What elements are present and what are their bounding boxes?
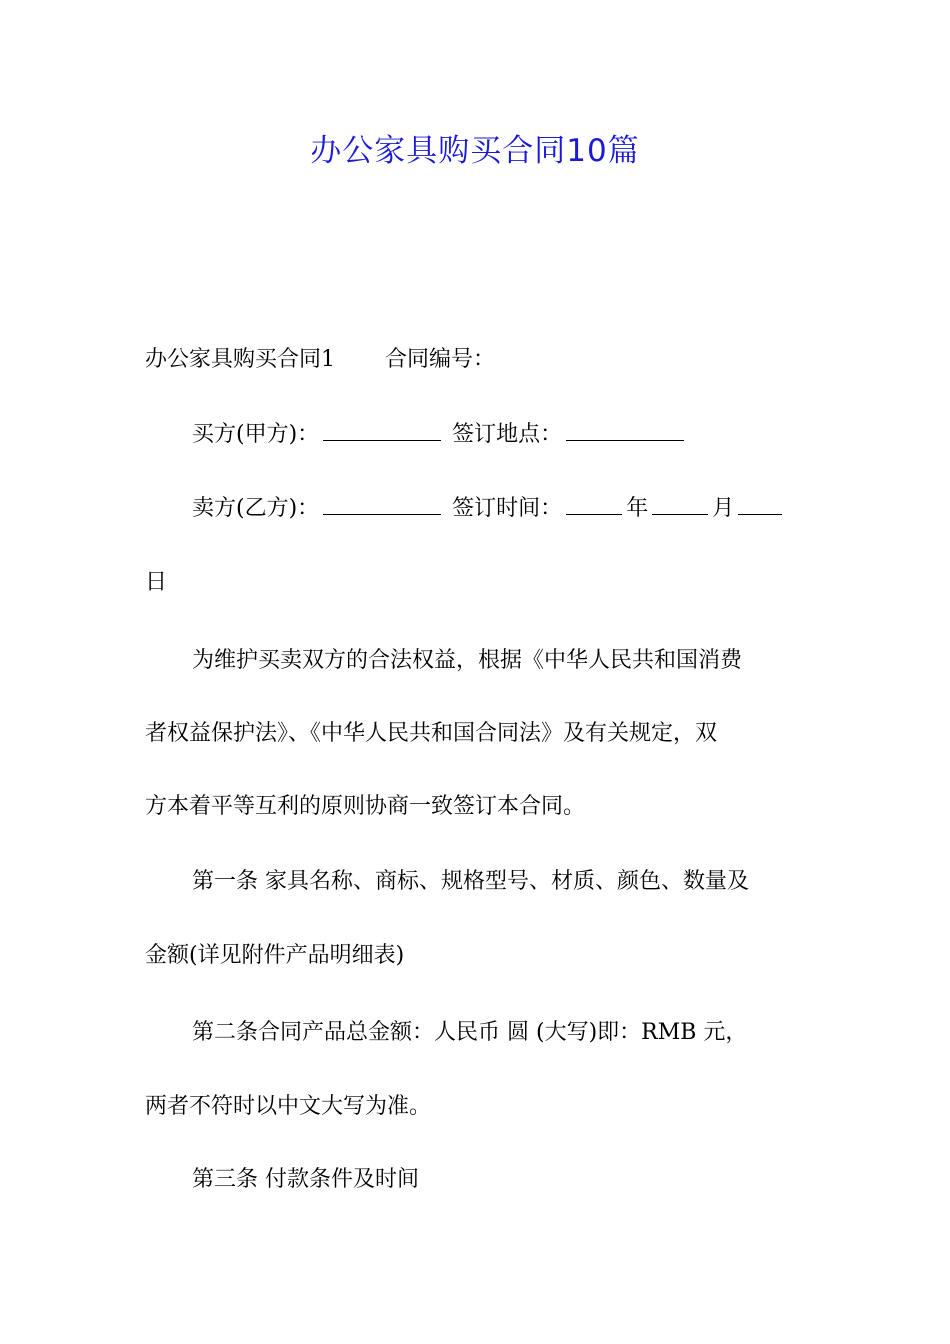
paragraph-1-line-3: 方本着平等互利的原则协商一致签订本合同。 (145, 794, 586, 819)
buyer-label: 买方(甲方)： (192, 422, 320, 447)
heading-line (145, 342, 495, 378)
article-1-line-1: 第一条 家具名称、商标、规格型号、材质、颜色、数量及 (192, 869, 749, 894)
month-label: 月 (712, 496, 735, 521)
sign-time-label: 签订时间： (452, 496, 563, 521)
year-label: 年 (626, 496, 649, 521)
month-blank[interactable] (652, 492, 708, 515)
day-blank[interactable] (738, 492, 782, 515)
paragraph-1-line-1: 为维护买卖双方的合法权益，根据《中华人民共和国消费 (192, 648, 743, 673)
document-title: 办公家具购买合同10篇 (310, 133, 640, 169)
year-blank[interactable] (566, 492, 622, 515)
article-2-line-1: 第二条合同产品总金额：人民币 圆 (大写)即：RMB 元， (192, 1020, 748, 1045)
article-1-line-2: 金额(详见附件产品明细表) (145, 943, 405, 968)
buyer-line (192, 417, 688, 453)
sign-place-blank[interactable] (566, 418, 684, 441)
contract-heading: 办公家具购买合同1 (145, 347, 335, 372)
seller-label: 卖方(乙方)： (192, 496, 320, 521)
day-line (145, 565, 167, 601)
day-label: 日 (145, 570, 168, 595)
buyer-blank[interactable] (323, 418, 441, 441)
article-3-line-1: 第三条 付款条件及时间 (192, 1167, 419, 1192)
paragraph-1-line-2: 者权益保护法》、《中华人民共和国合同法》及有关规定，双 (145, 721, 718, 746)
article-2-line-2: 两者不符时以中文大写为准。 (145, 1094, 432, 1119)
contract-no-label: 合同编号： (385, 347, 496, 372)
sign-place-label: 签订地点： (452, 422, 563, 447)
seller-line (192, 491, 786, 527)
seller-blank[interactable] (323, 492, 441, 515)
